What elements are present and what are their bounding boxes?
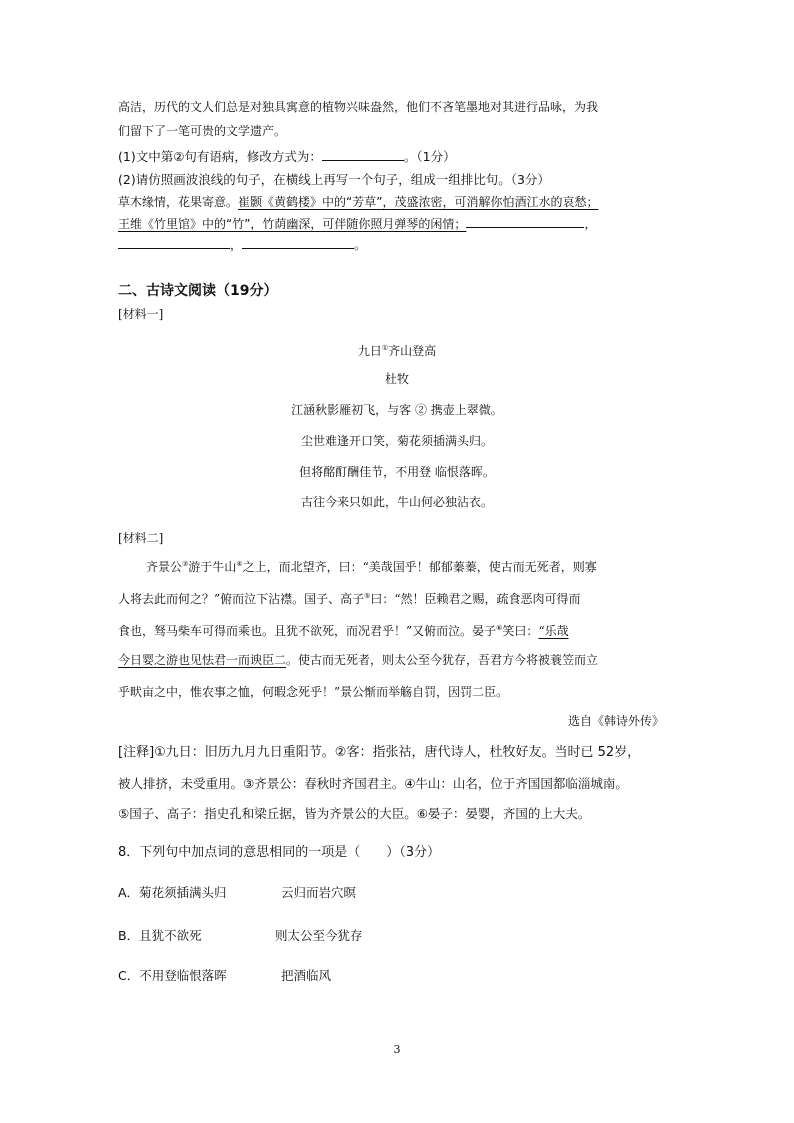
notes-line: 被人排挤，未受重用。③齐景公：春秋时齐国君主。④牛山：山名，位于齐国国都临淄城南。 — [118, 776, 628, 791]
wavy-underlined-sentence: 崔颢《黄鹤楼》中的“芳草”，茂盛浓密，可消解你怕酒江水的哀愁； — [238, 195, 599, 209]
example-line — [118, 194, 598, 210]
underlined-sentence: 今日婴之游也见怯君一而谀臣二 — [118, 653, 287, 667]
answer-blank[interactable] — [242, 236, 354, 249]
option-text: B．且犹不欲死 — [118, 928, 202, 943]
question-1-score: 。（1分） — [403, 149, 456, 164]
poem-title — [0, 340, 794, 359]
poem-line: 尘世难逢开口笑，菊花须插满头归。 — [300, 434, 493, 448]
section-title: 二、古诗文阅读（19分） — [118, 283, 278, 299]
material-2-label: [材料二] — [118, 531, 164, 545]
source-citation: 选自《韩诗外传》 — [567, 714, 664, 728]
poem-line: 但将酩酊酬佳节，不用登 临恨落晖。 — [299, 465, 495, 479]
material-2-line — [118, 620, 569, 639]
page-number: 3 — [393, 1043, 401, 1056]
footnote-marker: ⑤ — [364, 592, 371, 600]
prose-text: 食也，驽马柴车可得而乘也。且犹不欲死，而况君乎！”又俯而泣。晏子 — [118, 624, 497, 638]
notes-line: [注释]①九日：旧历九月九日重阳节。②客：指张祜，唐代诗人，杜牧好友。当时已 52岁， — [118, 745, 641, 760]
question-8-stem: 8．下列句中加点词的意思相同的一项是（ ）（3分） — [118, 845, 441, 860]
option-text: C．不用登临恨落晖 — [118, 968, 227, 983]
example-intro: 草木缘情，花果寄意。 — [118, 195, 239, 209]
poem-title-text: 齐山登高 — [388, 344, 437, 358]
prose-text: 。使古而无死者，则太公至今犹存，吾君方今将被蓑笠而立 — [286, 653, 599, 667]
punctuation: ， — [230, 238, 243, 252]
answer-blank[interactable] — [118, 236, 230, 249]
notes-line: ⑤国子、高子：指史孔和梁丘据，皆为齐景公的大臣。⑥晏子：晏婴，齐国的上大夫。 — [118, 806, 591, 821]
material-2-line: 乎畎亩之中，惟农事之恤，何暇念死乎！”景公惭而举觞自罚，因罚二臣。 — [118, 685, 509, 699]
material-2-line — [118, 652, 598, 668]
poem-author: 杜牧 — [384, 372, 409, 386]
poem-line: 江涵秋影雁初飞，与客 ② 携壶上翠微。 — [291, 403, 503, 417]
answer-blank[interactable] — [322, 148, 404, 161]
option-text: A．菊花须插满头归 — [118, 885, 227, 900]
footnote-marker: ① — [381, 344, 389, 352]
choice-option[interactable] — [118, 928, 363, 944]
question-2: (2)请仿照画波浪线的句子，在横线上再写一个句子，组成一组排比句。（3分） — [118, 172, 550, 187]
footnote-marker: ④ — [236, 560, 243, 568]
poem-line: 古往今来只如此，牛山何必独沾衣。 — [300, 495, 493, 509]
answer-line — [118, 236, 366, 253]
question-1 — [118, 148, 456, 165]
footnote-marker: ⑥ — [496, 624, 503, 632]
choice-option[interactable] — [118, 968, 331, 984]
example-line — [118, 215, 596, 232]
punctuation: 。 — [354, 238, 367, 252]
prose-text: 曰：“然！臣赖君之赐，疏食恶肉可得而 — [370, 592, 581, 606]
punctuation: ， — [584, 217, 597, 231]
prose-text: 笑曰： — [502, 624, 539, 638]
prose-text: 齐景公 — [146, 560, 183, 574]
material-2-line — [118, 588, 581, 607]
footnote-marker: ③ — [182, 560, 189, 568]
poem-title-text: 九日 — [357, 344, 382, 358]
underlined-sentence: “乐哉 — [538, 624, 569, 638]
wavy-underlined-sentence: 王维《竹里馆》中的“竹”，竹荫幽深，可伴随你照月弹琴的闲情； — [118, 217, 467, 231]
answer-blank[interactable] — [466, 215, 584, 228]
prose-text: 之上，而北望齐，曰：“美哉国乎！郁郁蓁蓁，使古而无死者，则寡 — [242, 560, 597, 574]
paragraph-line: 们留下了一笔可贵的文学遗产。 — [118, 124, 287, 138]
option-text: 云归而岩穴暝 — [281, 885, 357, 900]
question-1-text: (1)文中第②句有语病，修改方式为： — [118, 149, 322, 164]
material-1-label: [材料一] — [118, 307, 164, 321]
choice-option[interactable] — [118, 885, 356, 901]
paragraph-line: 高洁，历代的文人们总是对独具寓意的植物兴味盎然，他们不吝笔墨地对其进行品咏，为我 — [118, 100, 599, 114]
option-text: 把酒临风 — [281, 968, 332, 983]
prose-text: 人将去此而何之？”俯而泣下沾襟。国子、高子 — [118, 592, 365, 606]
option-text: 则太公至今犹存 — [275, 928, 363, 943]
material-2-line — [146, 556, 597, 575]
prose-text: 游于牛山 — [188, 560, 237, 574]
